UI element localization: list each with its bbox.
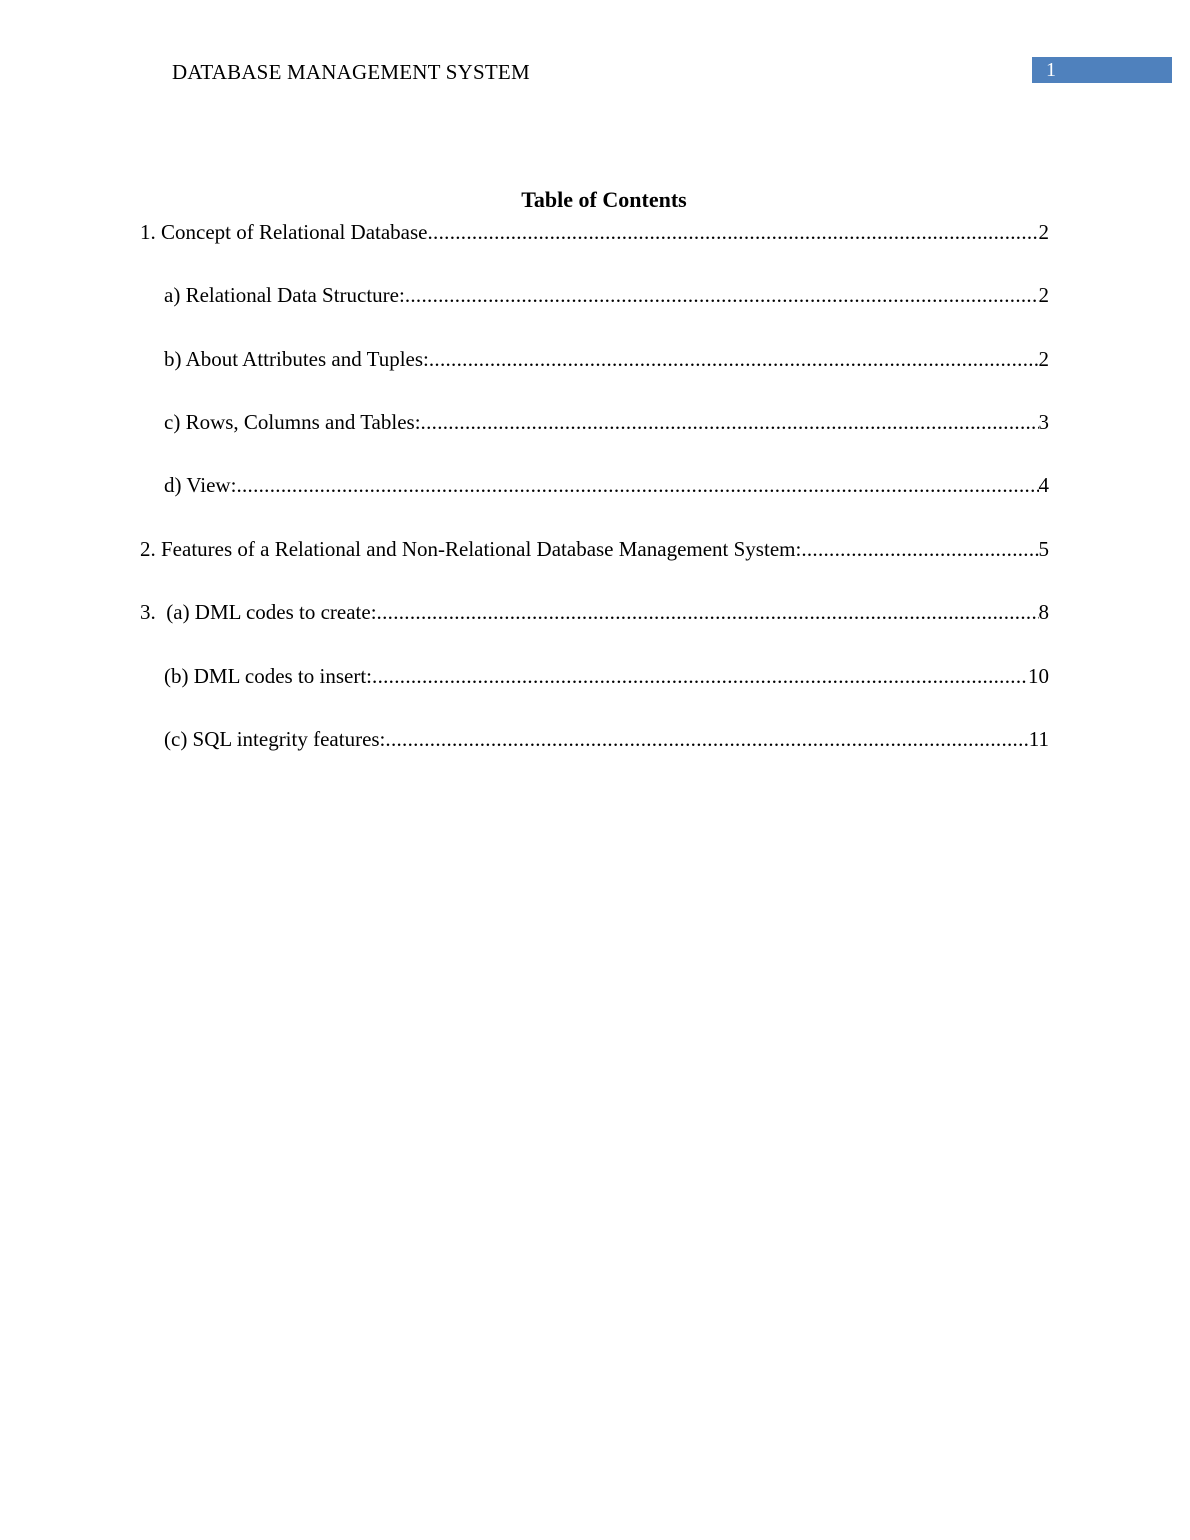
toc-entry-page: 3 — [1038, 410, 1049, 434]
toc-entry-page: 2 — [1038, 220, 1049, 244]
toc-entry[interactable] — [140, 599, 1049, 625]
toc-entry[interactable] — [164, 472, 1049, 498]
toc-dot-leader — [385, 726, 1028, 752]
toc-entry-label: d) View: — [164, 473, 237, 497]
toc-dot-leader — [801, 536, 1038, 562]
toc-dot-leader — [405, 282, 1039, 308]
toc-dot-leader — [429, 346, 1039, 372]
toc-entry-page: 8 — [1038, 600, 1049, 624]
toc-entry[interactable] — [164, 726, 1049, 752]
toc-entry-page: 2 — [1038, 347, 1049, 371]
toc-dot-leader — [428, 219, 1039, 245]
toc-dot-leader — [421, 409, 1039, 435]
toc-entry[interactable] — [140, 536, 1049, 562]
toc-entry-page: 5 — [1038, 537, 1049, 561]
toc-entry[interactable] — [164, 346, 1049, 372]
toc-entry-label: 2. Features of a Relational and Non-Relational Database Management System: — [140, 537, 802, 561]
toc-entry-page: 10 — [1028, 664, 1049, 688]
toc-entry[interactable] — [164, 282, 1049, 308]
toc-heading: Table of Contents — [521, 187, 687, 212]
toc-entry-page: 2 — [1038, 283, 1049, 307]
toc-entry-label: (c) SQL integrity features: — [164, 727, 386, 751]
toc-entry[interactable] — [164, 409, 1049, 435]
toc-entry-label: a) Relational Data Structure: — [164, 283, 405, 307]
page-number: 1 — [1046, 59, 1056, 81]
toc-entry-label: b) About Attributes and Tuples: — [164, 347, 429, 371]
toc-entry-page: 11 — [1028, 727, 1049, 751]
toc-entry-label: 1. Concept of Relational Database — [140, 220, 428, 244]
toc-dot-leader — [236, 472, 1038, 498]
toc-entry-page: 4 — [1038, 473, 1049, 497]
toc-entry-label: 3. (a) DML codes to create: — [140, 600, 377, 624]
toc-entry[interactable] — [140, 219, 1049, 245]
toc-dot-leader — [377, 599, 1039, 625]
running-header-title: DATABASE MANAGEMENT SYSTEM — [172, 60, 530, 84]
toc-entry-label: c) Rows, Columns and Tables: — [164, 410, 421, 434]
toc-entry[interactable] — [164, 663, 1049, 689]
toc-entry-label: (b) DML codes to insert: — [164, 664, 373, 688]
toc-dot-leader — [372, 663, 1028, 689]
